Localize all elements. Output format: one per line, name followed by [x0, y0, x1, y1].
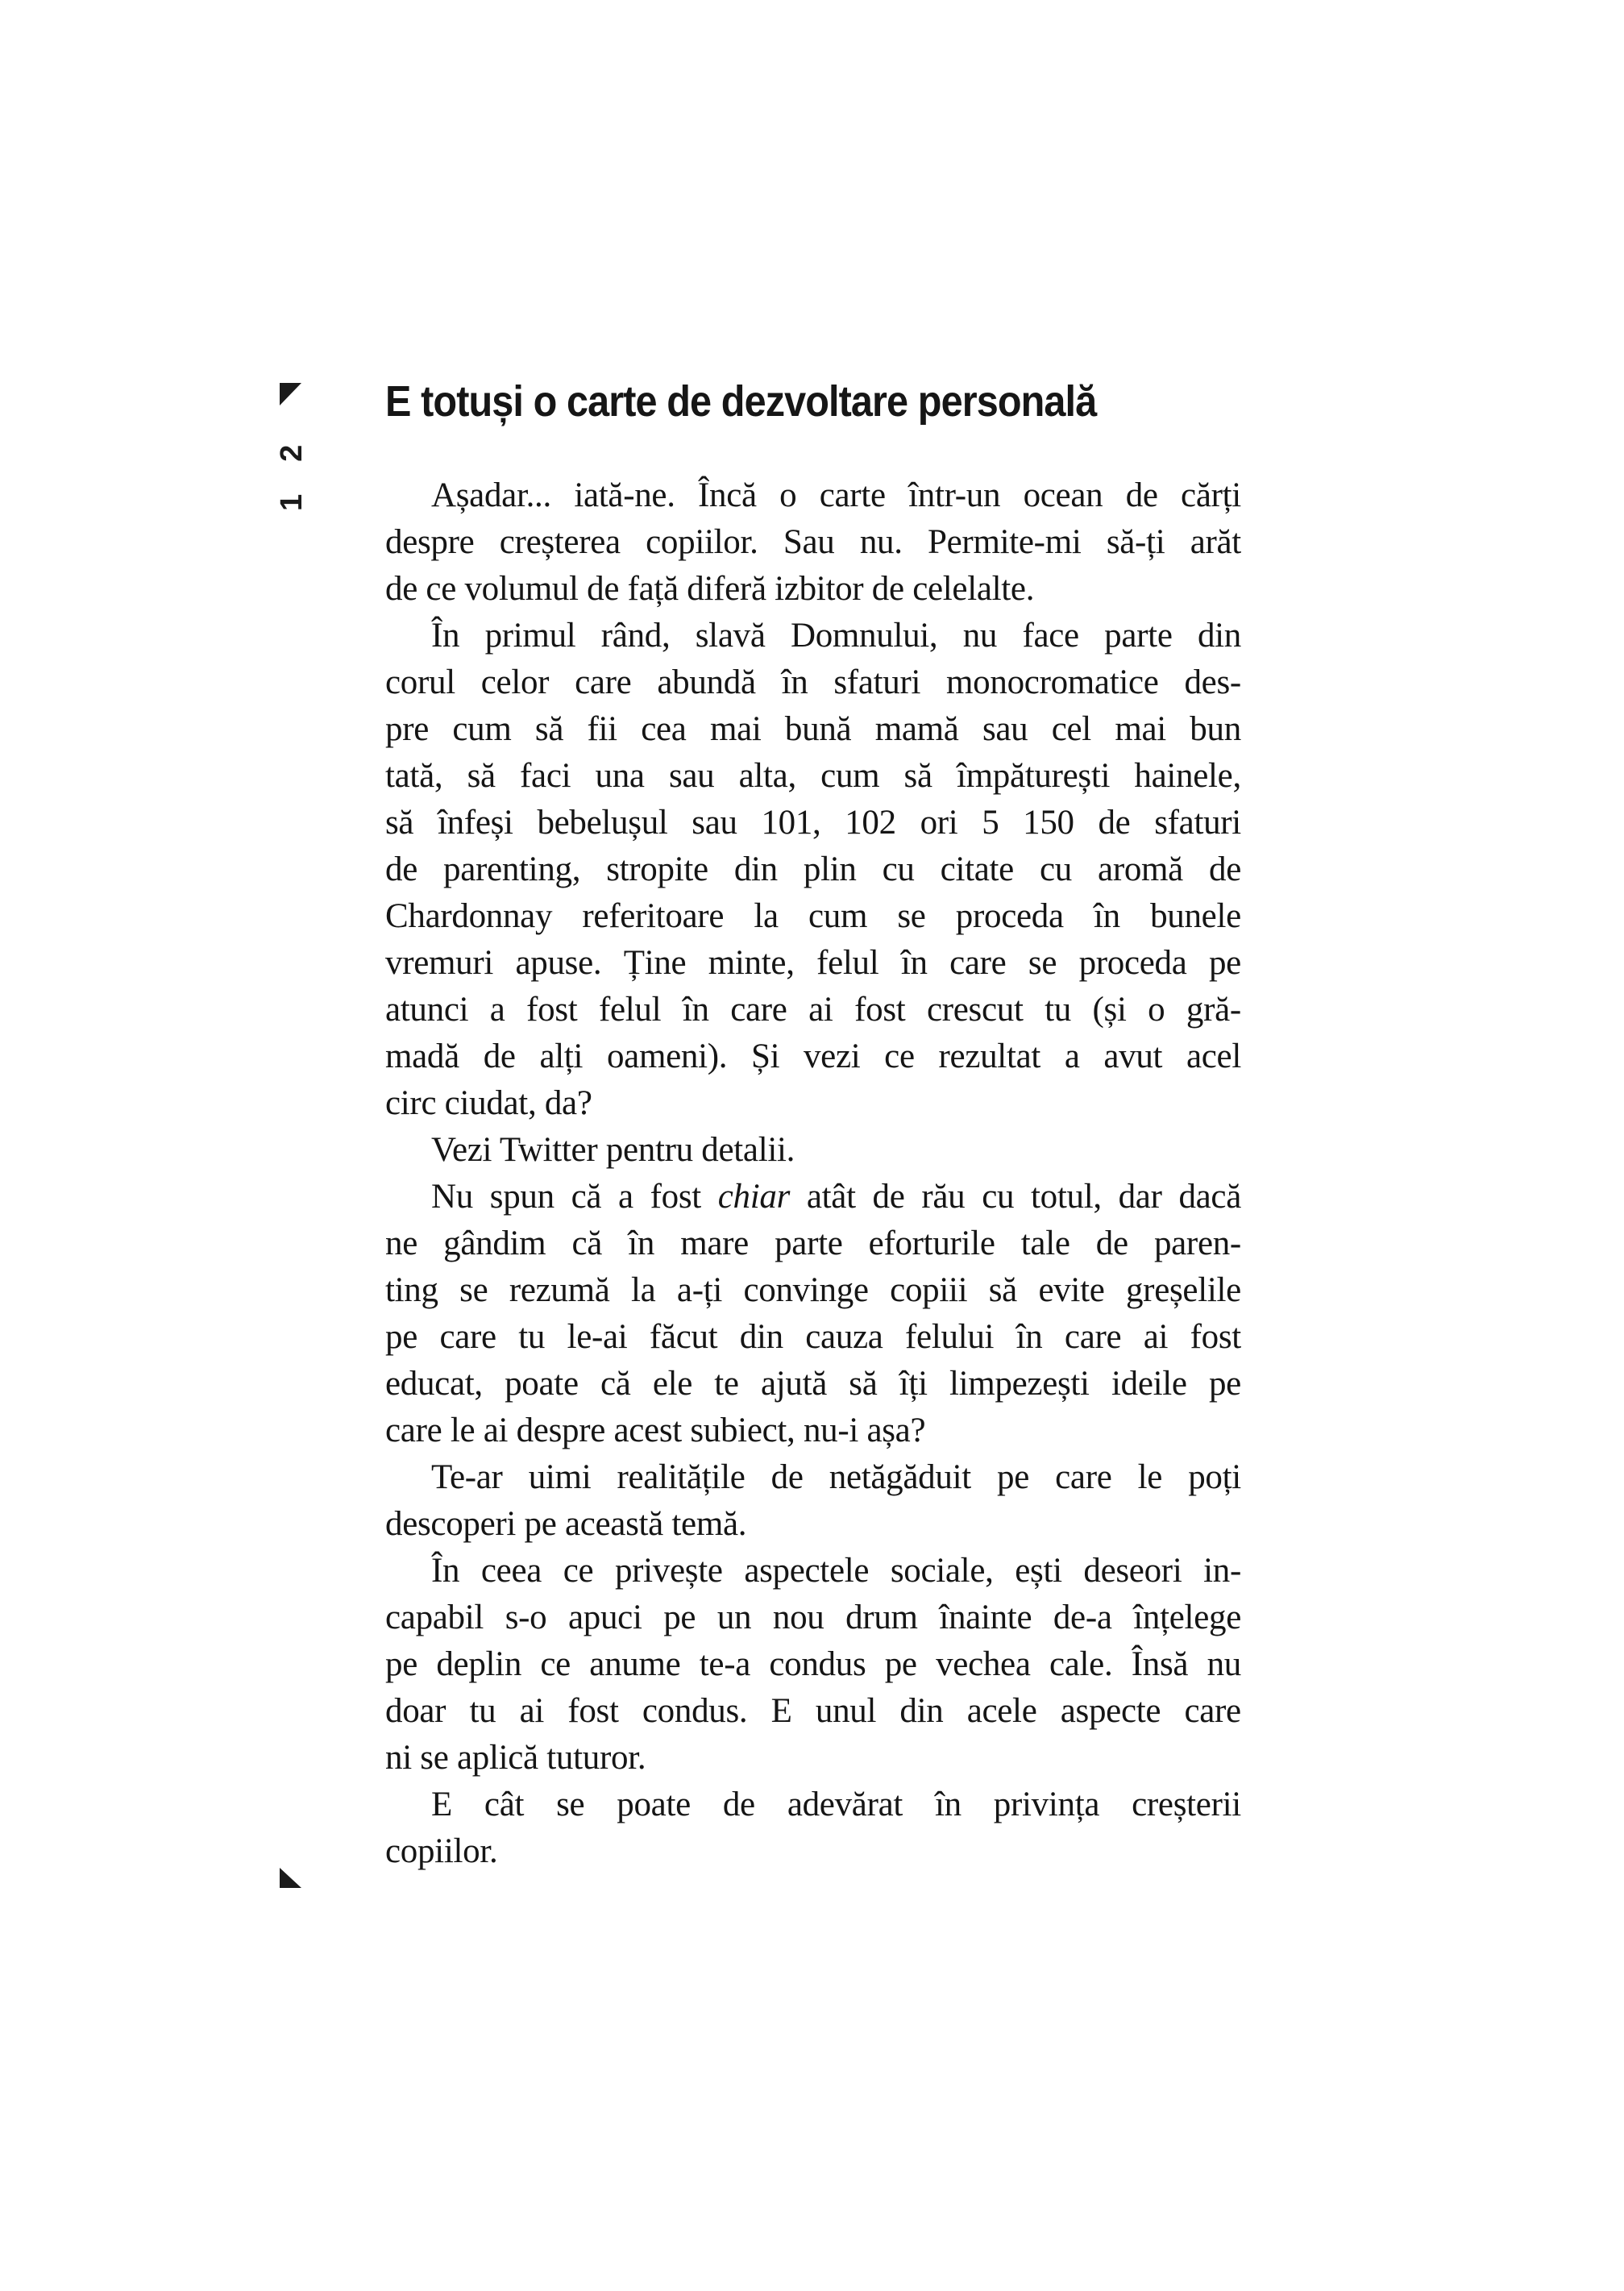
body-line [385, 1641, 1241, 1688]
word: rezumă [509, 1271, 610, 1309]
word: aspecte [1060, 1692, 1161, 1730]
word: se [459, 1271, 488, 1309]
word: Nu [431, 1178, 473, 1216]
word: deplin [436, 1645, 522, 1683]
word: În [431, 617, 460, 655]
word: Permite-mi [928, 523, 1082, 561]
word: că [571, 1224, 603, 1262]
word: pe [663, 1599, 696, 1636]
word: a [1064, 1037, 1080, 1075]
word: ele [652, 1365, 693, 1403]
word: face [1022, 617, 1079, 655]
word: (și [1092, 991, 1127, 1029]
word: Chardonnay [385, 897, 553, 935]
word: ajută [760, 1365, 828, 1403]
word: felul [816, 944, 879, 982]
word: sfaturi [1154, 804, 1241, 842]
word: ne [385, 1224, 417, 1262]
word: mamă [874, 710, 959, 748]
body-line [385, 1080, 1241, 1127]
word: Și [750, 1037, 780, 1075]
word: de [872, 1178, 905, 1216]
word: corul [385, 663, 455, 701]
word: tale [1020, 1224, 1070, 1262]
word: 102 [845, 804, 896, 842]
word: la [631, 1271, 656, 1309]
word: rău [921, 1178, 966, 1216]
word: a-ți [676, 1271, 723, 1309]
body-line-text: Vezi Twitter pentru detalii. [431, 1131, 795, 1169]
word: de [1209, 850, 1241, 888]
word: felului [905, 1318, 995, 1356]
word: hainele, [1134, 757, 1241, 795]
word: îți [899, 1365, 928, 1403]
word: fost [526, 991, 578, 1029]
word: 101, [761, 804, 821, 842]
word: de [385, 850, 417, 888]
word: faci [520, 757, 571, 795]
word: care [949, 944, 1007, 982]
body-line [385, 566, 1241, 613]
word: rând, [600, 617, 671, 655]
word: din [733, 850, 778, 888]
word: poate [505, 1365, 579, 1403]
word: realitățile [617, 1458, 746, 1496]
word: atunci [385, 991, 469, 1029]
word: nu [962, 617, 998, 655]
word: pe [1208, 1365, 1241, 1403]
body-line [385, 1267, 1241, 1314]
word: fost [854, 991, 906, 1029]
word: adevărat [787, 1786, 903, 1823]
body-line [385, 1454, 1241, 1501]
body-line [385, 800, 1241, 846]
word: le-ai [567, 1318, 628, 1356]
word: o [1148, 991, 1165, 1029]
word: pe [385, 1645, 417, 1683]
word: de [1098, 804, 1131, 842]
word: cum [820, 757, 880, 795]
word: E [770, 1692, 792, 1730]
word: sau [982, 710, 1028, 748]
word: fost [650, 1178, 701, 1216]
word: parte [1104, 617, 1173, 655]
word: spun [489, 1178, 554, 1216]
word: ce [884, 1037, 915, 1075]
word: te-a [699, 1645, 751, 1683]
word: ocean [1023, 476, 1103, 514]
word: eforturile [868, 1224, 995, 1262]
word: ce [563, 1552, 594, 1590]
word: a [618, 1178, 633, 1216]
word: primul [484, 617, 576, 655]
word: care [1064, 1318, 1122, 1356]
chapter-title: E totuși o carte de dezvoltare personală [385, 377, 1097, 426]
body-line [385, 1548, 1241, 1595]
word: condus [769, 1645, 866, 1683]
word: rezultat [938, 1037, 1041, 1075]
body-line [385, 846, 1241, 893]
word: aspectele [744, 1552, 870, 1590]
word: vremuri [385, 944, 494, 982]
word: apuci [567, 1599, 642, 1636]
word: copiii [890, 1271, 968, 1309]
word: că [600, 1365, 631, 1403]
word: în [934, 1786, 962, 1823]
word: în [628, 1224, 655, 1262]
word: mai [1115, 710, 1166, 748]
word: felul [598, 991, 662, 1029]
word: pe [884, 1645, 917, 1683]
word: care [730, 991, 787, 1029]
body-line [385, 940, 1241, 987]
word: fii [587, 710, 617, 748]
word: făcut [649, 1318, 718, 1356]
word: ideile [1111, 1365, 1187, 1403]
word: s-o [505, 1599, 547, 1636]
word: poate [617, 1786, 691, 1823]
word: Te-ar [431, 1458, 503, 1496]
word: plin [803, 850, 857, 888]
corner-marker-bottom-icon [280, 1868, 301, 1888]
word: mare [680, 1224, 749, 1262]
word: abundă [657, 663, 756, 701]
word: mai [709, 710, 762, 748]
word: una [595, 757, 645, 795]
word: ai [1143, 1318, 1169, 1356]
word: celor [480, 663, 550, 701]
word: alta, [738, 757, 796, 795]
word: dacă [1178, 1178, 1241, 1216]
body-line [385, 706, 1241, 753]
word: să [467, 757, 496, 795]
word: arăt [1190, 523, 1241, 561]
word: capabil [385, 1599, 484, 1636]
word: un [716, 1599, 752, 1636]
word: anume [589, 1645, 681, 1683]
word: acel [1186, 1037, 1241, 1075]
word: gră- [1186, 991, 1241, 1029]
word: carte [819, 476, 886, 514]
word: o [779, 476, 797, 514]
body-line-text: care le ai despre acest subiect, nu-i așa? [385, 1412, 926, 1449]
word: sau [692, 804, 737, 842]
body-line [385, 753, 1241, 800]
body-text [385, 472, 1241, 1875]
word: nu [1207, 1645, 1241, 1683]
word: În [431, 1552, 460, 1590]
word: ești [1015, 1552, 1062, 1590]
word: alți [539, 1037, 584, 1075]
word: creșterea [499, 523, 621, 561]
word: de [770, 1458, 804, 1496]
word: uimi [528, 1458, 592, 1496]
word: minte, [708, 944, 795, 982]
word: să [903, 757, 932, 795]
word: bebelușul [537, 804, 668, 842]
word: gândim [443, 1224, 546, 1262]
body-line [385, 893, 1241, 940]
word: parte [775, 1224, 843, 1262]
word: cauza [805, 1318, 883, 1356]
word: tu [469, 1692, 496, 1730]
word: înainte [939, 1599, 1032, 1636]
body-line-text: copiilor. [385, 1832, 498, 1870]
word: care [1055, 1458, 1112, 1496]
word: ori [920, 804, 958, 842]
body-line [385, 1688, 1241, 1735]
word: chiar [717, 1178, 791, 1216]
word: care [575, 663, 632, 701]
word: netăgăduit [829, 1458, 971, 1496]
word: înfeși [437, 804, 513, 842]
word: 150 [1023, 804, 1074, 842]
body-line [385, 1501, 1241, 1548]
word: evite [1038, 1271, 1105, 1309]
word: de [1095, 1224, 1128, 1262]
word: Domnului, [790, 617, 938, 655]
body-line-text: ni se aplică tuturor. [385, 1739, 646, 1777]
word: parenting, [443, 850, 581, 888]
word: acele [966, 1692, 1037, 1730]
body-line [385, 1127, 1241, 1174]
word: se [1028, 944, 1057, 982]
word: bună [784, 710, 852, 748]
word: des- [1184, 663, 1241, 701]
word: se [897, 897, 926, 935]
word: citate [940, 850, 1014, 888]
word: din [739, 1318, 783, 1356]
word: pe [997, 1458, 1029, 1496]
word: ai [519, 1692, 545, 1730]
word: te [714, 1365, 739, 1403]
word: le [1137, 1458, 1163, 1496]
word: în [900, 944, 928, 982]
word: 5 [982, 804, 999, 842]
word: la [754, 897, 779, 935]
word: împăturești [957, 757, 1111, 795]
body-line-text: descoperi pe această temă. [385, 1505, 747, 1543]
word: tată, [385, 757, 443, 795]
word: care [439, 1318, 496, 1356]
word: oameni). [606, 1037, 728, 1075]
word: să [988, 1271, 1017, 1309]
word: iată-ne. [574, 476, 675, 514]
word: pe [1208, 944, 1241, 982]
word: Încă [698, 476, 757, 514]
word: stropite [606, 850, 708, 888]
word: vechea [936, 1645, 1031, 1683]
word: drum [845, 1599, 918, 1636]
word: să-ți [1106, 523, 1165, 561]
word: cât [484, 1786, 525, 1823]
body-line [385, 519, 1241, 566]
word: cel [1051, 710, 1091, 748]
word: fost [567, 1692, 619, 1730]
word: cu [982, 1178, 1015, 1216]
word: de-a [1053, 1599, 1112, 1636]
word: sociale, [890, 1552, 994, 1590]
word: ce [540, 1645, 571, 1683]
body-line [385, 1314, 1241, 1361]
body-line-text: circ ciudat, da? [385, 1084, 592, 1122]
body-line [385, 659, 1241, 706]
body-line [385, 1828, 1241, 1875]
word: bunele [1150, 897, 1241, 935]
word: care [1184, 1692, 1241, 1730]
word: înțelege [1133, 1599, 1241, 1636]
word: pe [385, 1318, 417, 1356]
word: cu [882, 850, 915, 888]
word: greșelile [1125, 1271, 1241, 1309]
word: Ține [623, 944, 687, 982]
body-line-text: de ce volumul de față diferă izbitor de celelalte. [385, 570, 1035, 608]
body-line [385, 1735, 1241, 1782]
word: sau [668, 757, 715, 795]
word: cea [641, 710, 687, 748]
word: Sau [783, 523, 835, 561]
word: să [385, 804, 414, 842]
word: E [431, 1786, 452, 1823]
word: din [1197, 617, 1241, 655]
word: referitoare [582, 897, 725, 935]
word: în [781, 663, 808, 701]
word: madă [385, 1037, 459, 1075]
word: cale. [1049, 1645, 1113, 1683]
word: monocromatice [946, 663, 1159, 701]
word: proceda [955, 897, 1064, 935]
word: de [1125, 476, 1158, 514]
word: cum [452, 710, 512, 748]
body-line [385, 1407, 1241, 1454]
word: cum [808, 897, 868, 935]
word: de [722, 1786, 755, 1823]
word: să [534, 710, 564, 748]
word: despre [385, 523, 475, 561]
word: să [849, 1365, 878, 1403]
body-line [385, 987, 1241, 1033]
word: deseori [1083, 1552, 1182, 1590]
word: ceea [480, 1552, 542, 1590]
word: educat, [385, 1365, 483, 1403]
word: dar [1118, 1178, 1162, 1216]
word: slavă [695, 617, 766, 655]
word: nou [772, 1599, 824, 1636]
word: a [489, 991, 505, 1029]
word: cu [1040, 850, 1072, 888]
word: privește [614, 1552, 723, 1590]
word: pre [385, 710, 430, 748]
word: convinge [743, 1271, 869, 1309]
word: tu [1045, 991, 1071, 1029]
word: condus. [642, 1692, 748, 1730]
word: într-un [908, 476, 1001, 514]
word: Însă [1131, 1645, 1189, 1683]
word: bun [1190, 710, 1241, 748]
word: Așadar... [431, 476, 551, 514]
word: se [556, 1786, 585, 1823]
page-number: 12 [275, 412, 309, 511]
word: nu. [859, 523, 903, 561]
word: cărți [1181, 476, 1241, 514]
word: apuse. [515, 944, 602, 982]
body-line [385, 613, 1241, 659]
word: că [571, 1178, 602, 1216]
word: proceda [1078, 944, 1187, 982]
body-line [385, 1220, 1241, 1267]
word: în [1016, 1318, 1043, 1356]
word: ting [385, 1271, 438, 1309]
body-line [385, 1782, 1241, 1828]
word: paren- [1153, 1224, 1241, 1262]
word: sfaturi [833, 663, 921, 701]
word: doar [385, 1692, 446, 1730]
word: tu [518, 1318, 546, 1356]
word: copiilor. [646, 523, 758, 561]
body-line [385, 1174, 1241, 1220]
word: limpezești [949, 1365, 1090, 1403]
body-line [385, 1595, 1241, 1641]
word: avut [1103, 1037, 1163, 1075]
word: fost [1190, 1318, 1241, 1356]
word: atât [806, 1178, 856, 1216]
word: crescut [926, 991, 1024, 1029]
word: din [899, 1692, 944, 1730]
word: poți [1188, 1458, 1241, 1496]
word: aromă [1098, 850, 1183, 888]
word: unul [815, 1692, 877, 1730]
word: de [483, 1037, 516, 1075]
word: în [1094, 897, 1120, 935]
body-line [385, 472, 1241, 519]
word: totul, [1031, 1178, 1102, 1216]
word: în [682, 991, 709, 1029]
word: ai [808, 991, 833, 1029]
body-line [385, 1361, 1241, 1407]
body-line [385, 1033, 1241, 1080]
word: privința [993, 1786, 1100, 1823]
word: vezi [803, 1037, 861, 1075]
word: creșterii [1132, 1786, 1241, 1823]
word: in- [1203, 1552, 1241, 1590]
corner-marker-top-icon [280, 383, 301, 405]
